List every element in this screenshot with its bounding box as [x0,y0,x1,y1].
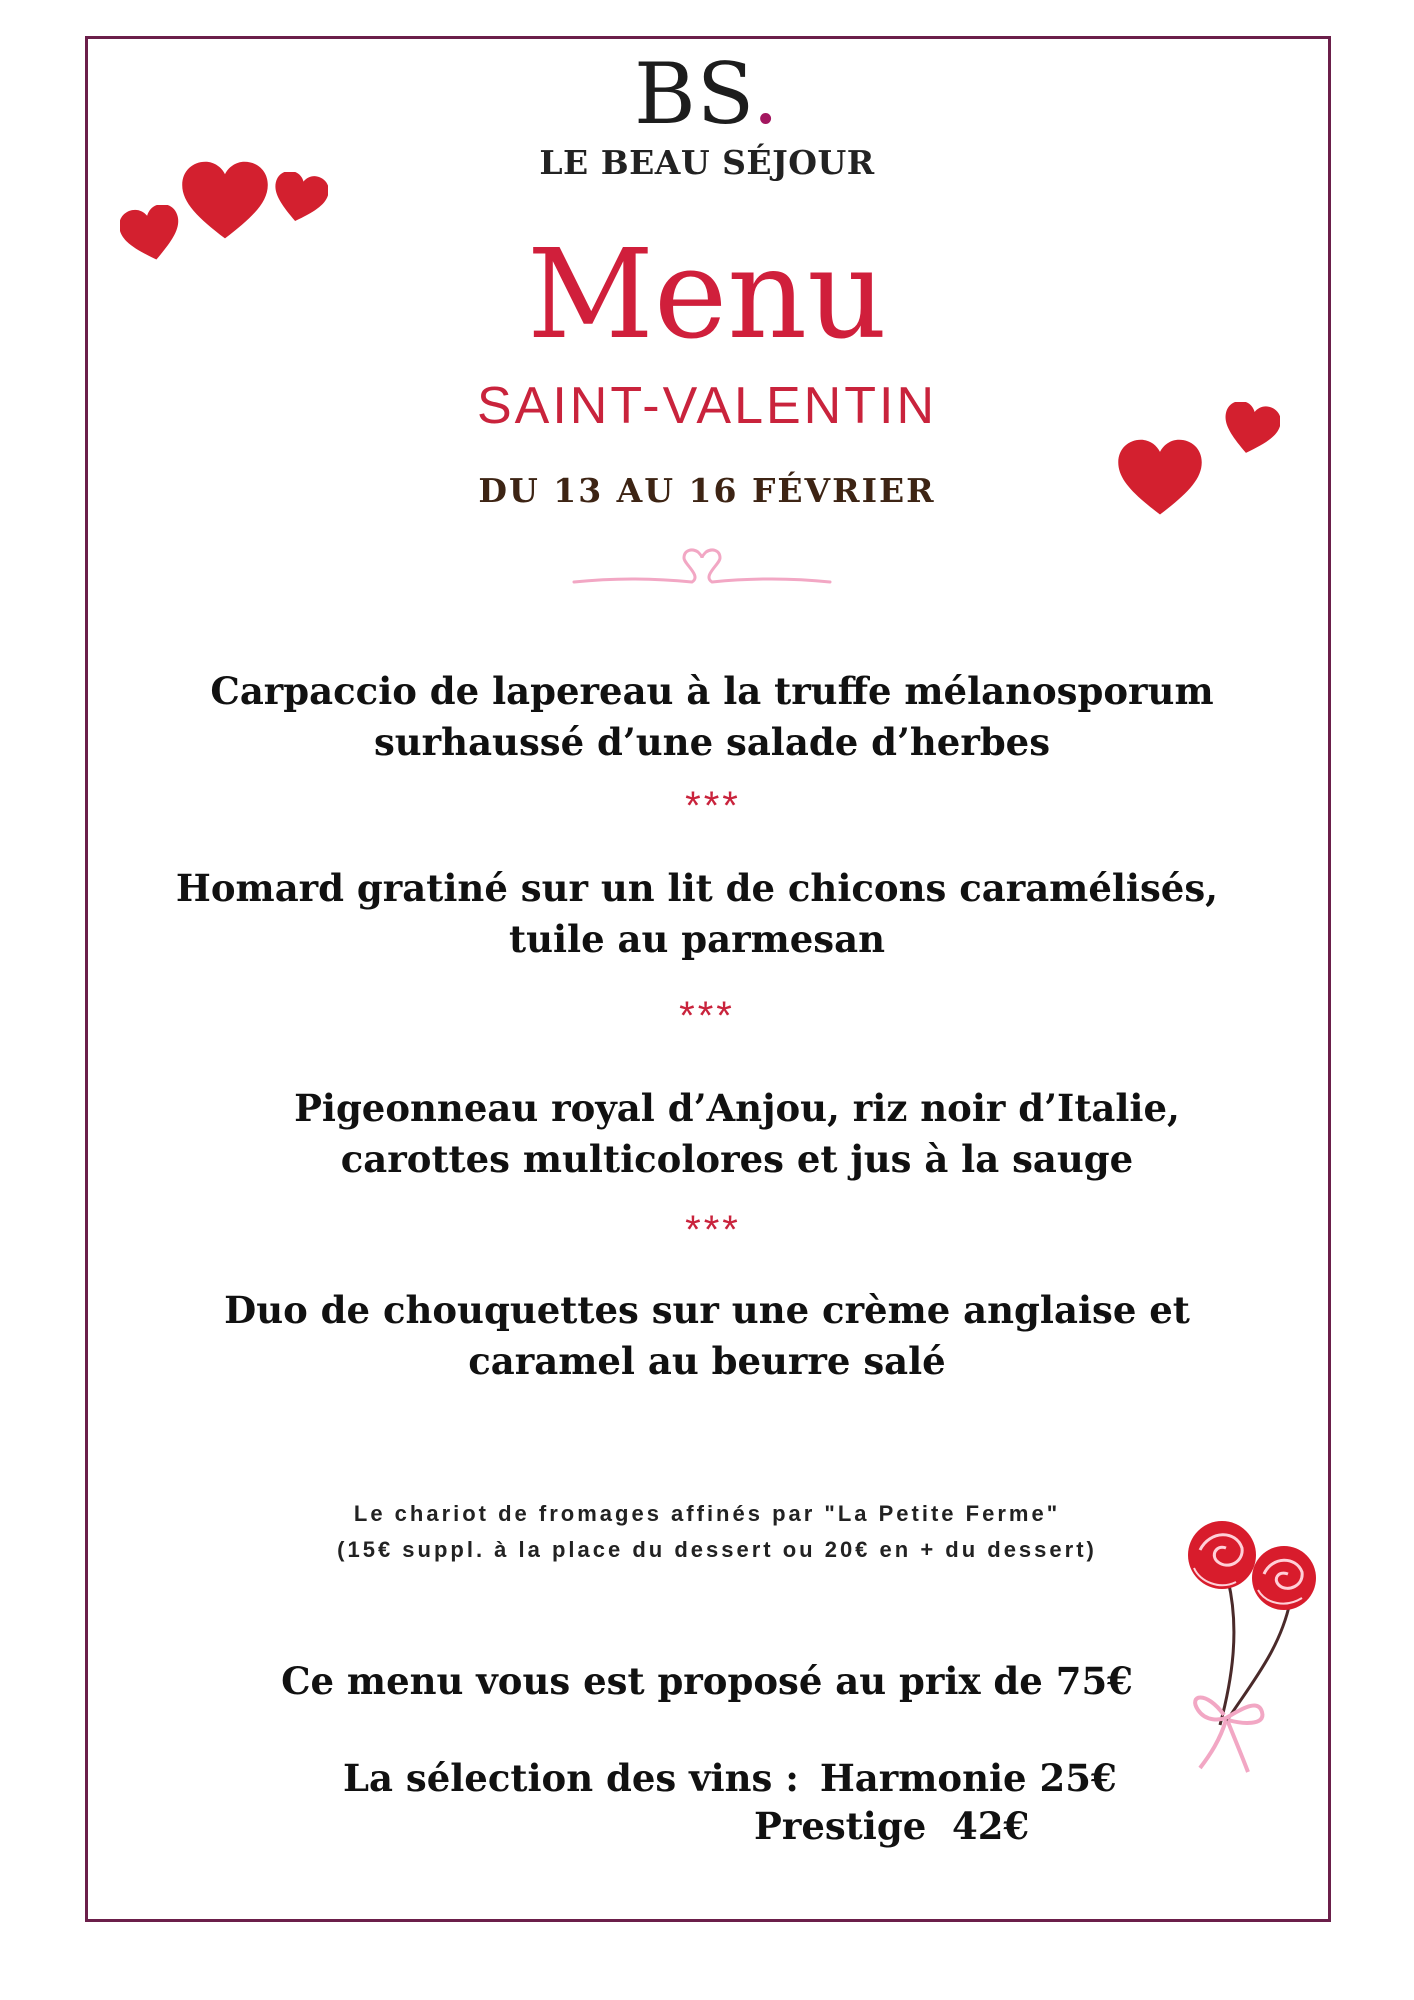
course-item [0,1285,1414,1387]
wine-option-harmonie: Harmonie 25€ [819,1756,1117,1800]
course-line: Pigeonneau royal d’Anjou, riz noir d’Italie, [294,1086,1180,1130]
course-separator: *** [679,994,735,1038]
course-item [0,1083,1414,1185]
wine-selection-label: La sélection des vins : [343,1756,799,1800]
heart-icon [272,172,328,224]
page-title: Menu [526,223,888,367]
wine-selection [343,1756,1243,1800]
logo-dot: . [752,45,780,143]
course-separator: *** [685,1208,741,1252]
cheese-note-line: Le chariot de fromages affinés par "La Petite Ferme" [353,1501,1061,1526]
course-line: caramel au beurre salé [468,1339,946,1383]
course-separator: *** [685,784,741,828]
menu-price: Ce menu vous est proposé au prix de 75€ [281,1659,1133,1703]
rose-bouquet-icon [1170,1510,1330,1780]
course-line: Carpaccio de lapereau à la truffe mélanosporum [210,669,1214,713]
page-subtitle: SAINT-VALENTIN [476,377,937,435]
course-line: surhaussé d’une salade d’herbes [373,720,1051,764]
course-item [0,666,1414,768]
course-line: carottes multicolores et jus à la sauge [340,1137,1134,1181]
heart-swirl-divider-icon [572,542,832,600]
cheese-note-line: (15€ suppl. à la place du dessert ou 20€ en + du dessert) [337,1537,1097,1562]
course-item [0,863,1414,965]
course-line: Duo de chouquettes sur une crème anglaise et [224,1288,1190,1332]
brand-name: LE BEAU SÉJOUR [539,143,875,182]
course-line: tuile au parmesan [508,917,886,961]
course-line: Homard gratiné sur un lit de chicons caramélisés, [175,866,1219,910]
wine-option-prestige: Prestige 42€ [754,1804,1030,1848]
logo [0,45,1414,143]
logo-text: BS [634,45,753,143]
event-dates: DU 13 AU 16 FÉVRIER [478,471,936,510]
